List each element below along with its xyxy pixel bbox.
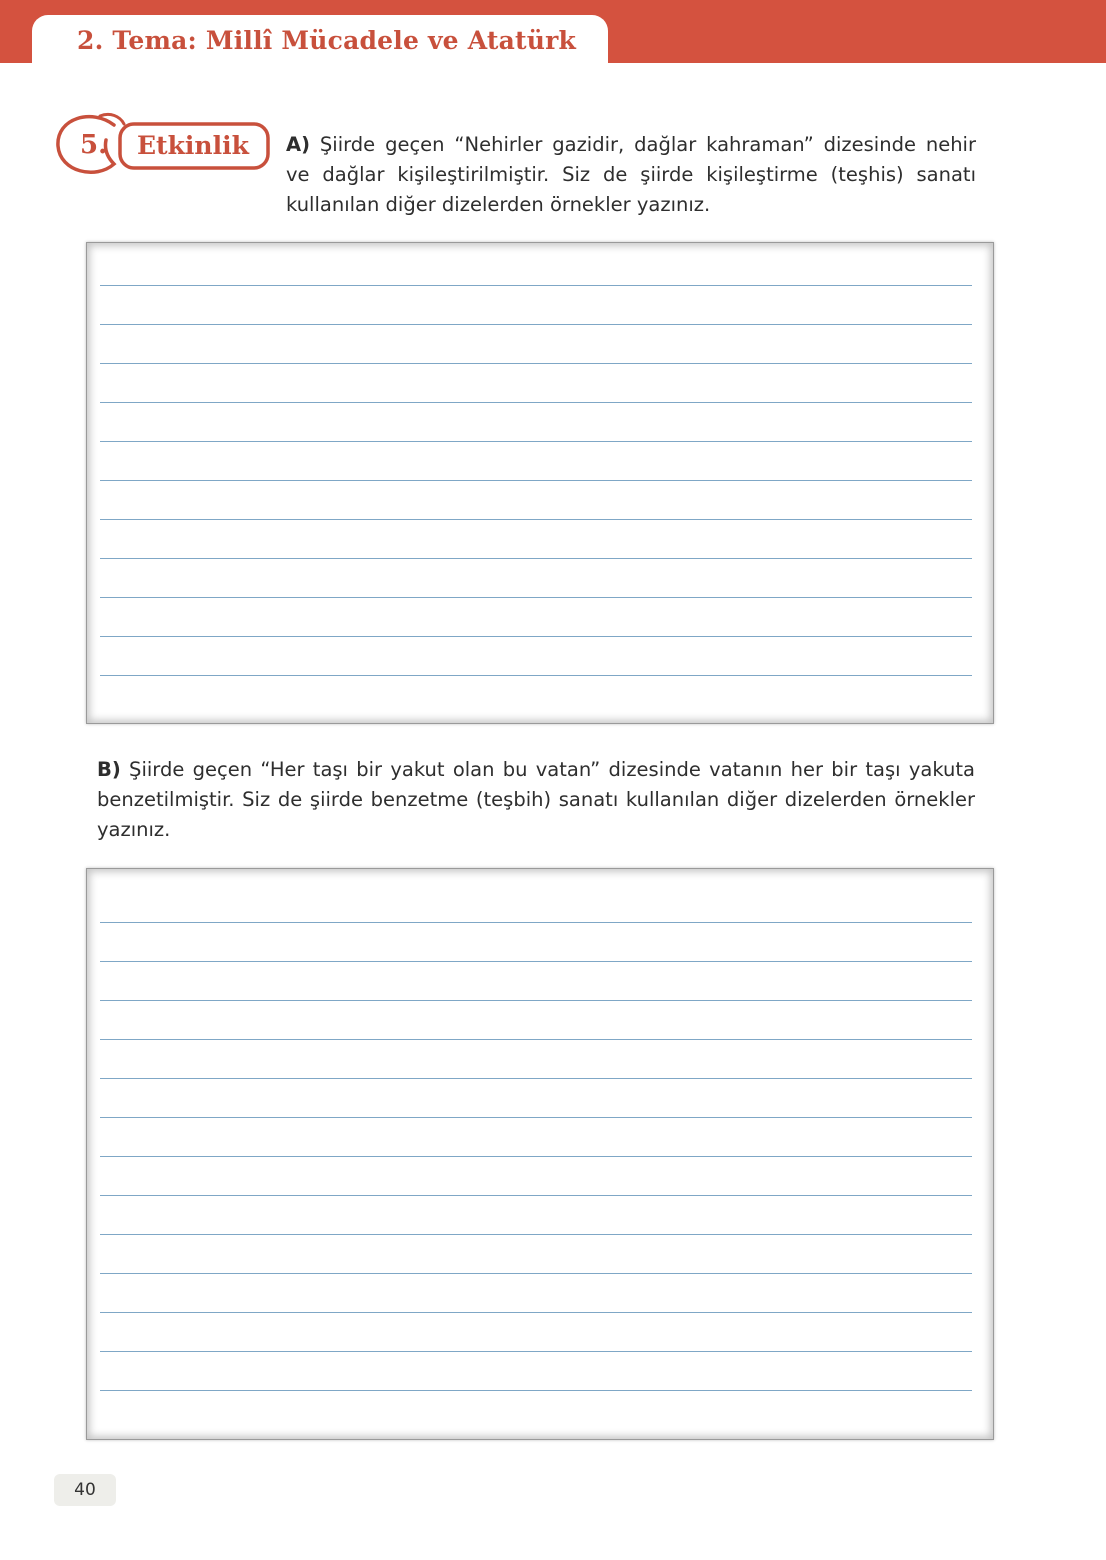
question-b-letter: B) [97, 758, 121, 781]
activity-label: Etkinlik [137, 131, 249, 160]
writing-line [100, 519, 972, 520]
writing-line [100, 636, 972, 637]
writing-line [100, 402, 972, 403]
writing-line [100, 558, 972, 559]
writing-line [100, 1039, 972, 1040]
writing-line [100, 480, 972, 481]
writing-line [100, 961, 972, 962]
writing-line [100, 1156, 972, 1157]
writing-line [100, 1351, 972, 1352]
writing-line [100, 1273, 972, 1274]
page-number: 40 [54, 1474, 116, 1506]
writing-line [100, 1312, 972, 1313]
writing-line [100, 1390, 972, 1391]
writing-line [100, 1117, 972, 1118]
question-a-text: Şiirde geçen “Nehirler gazidir, dağlar kahraman” dizesinde nehir ve dağlar kişileştirilmiştir. Siz de şiirde kişileştirme (teşhis) sanatı kullanılan diğer dizelerden örnekler yazınız. [286, 133, 976, 216]
writing-line [100, 597, 972, 598]
writing-line [100, 675, 972, 676]
answer-box-a[interactable] [86, 242, 994, 724]
writing-line [100, 324, 972, 325]
writing-line [100, 363, 972, 364]
writing-line [100, 441, 972, 442]
question-b [97, 755, 975, 845]
question-a [286, 130, 976, 220]
activity-number: 5. [80, 130, 108, 160]
writing-line [100, 1078, 972, 1079]
writing-line [100, 285, 972, 286]
answer-box-b[interactable] [86, 868, 994, 1440]
writing-line [100, 1234, 972, 1235]
writing-line [100, 1000, 972, 1001]
page-title: 2. Tema: Millî Mücadele ve Atatürk [77, 26, 577, 55]
question-b-text: Şiirde geçen “Her taşı bir yakut olan bu vatan” dizesinde vatanın her bir taşı yakuta benzetilmiştir. Siz de şiirde benzetme (teşbih) sanatı kullanılan diğer dizelerden örnekler yazınız. [97, 758, 975, 841]
writing-line [100, 1195, 972, 1196]
writing-line [100, 922, 972, 923]
activity-badge [52, 110, 282, 182]
question-a-letter: A) [286, 133, 311, 156]
